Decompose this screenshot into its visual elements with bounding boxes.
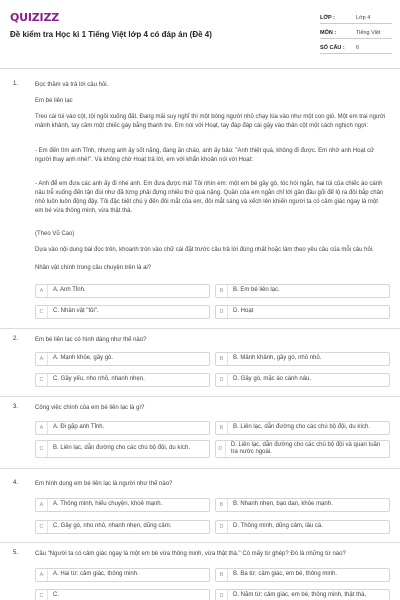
option-text: D. Năm từ: cảm giác, em bé, thông minh, thật thà,: [233, 592, 367, 599]
question-number: 2.: [13, 336, 19, 342]
answer-option-a[interactable]: [35, 498, 210, 512]
header-divider: [0, 68, 400, 69]
answer-option-c[interactable]: [35, 440, 210, 458]
option-text: A. Anh Tỉnh.: [53, 287, 86, 294]
question-divider: [0, 396, 400, 397]
option-letter: A: [36, 569, 48, 581]
option-text: B. Liên lạc, dẫn đường cho các chú bộ đội, du kích.: [53, 445, 191, 452]
option-text: C. Nhân vật "tôi".: [53, 308, 99, 315]
meta-row-subject: [320, 27, 392, 39]
answer-option-c[interactable]: [35, 520, 210, 534]
option-text: A. Đi gặp anh Tỉnh.: [53, 424, 105, 431]
option-letter: D: [216, 306, 228, 318]
passage-source: (Theo Vũ Cao): [35, 231, 75, 237]
question-number: 5.: [13, 550, 19, 556]
quizizz-logo: QUIZIZZ: [10, 11, 59, 24]
option-letter: A: [36, 353, 48, 365]
meta-row-count: [320, 42, 392, 54]
option-letter: D: [216, 441, 226, 457]
question-number: 1.: [13, 81, 19, 87]
meta-value: 6: [356, 44, 360, 51]
option-letter: B: [216, 422, 228, 434]
passage-title: Em bé liên lạc: [35, 98, 73, 104]
option-letter: A: [36, 422, 48, 434]
option-letter: D: [216, 374, 228, 386]
answer-option-d[interactable]: [215, 520, 390, 534]
passage-paragraph: - Anh để em đưa các anh ấy đi nhé anh. Em đưa được mà! Tôi nhìn em: một em bé gầy gò, tóc hói ngắn, hai túi của chiếc áo cánh nâu trễ xuống đến tận đùi như đã từng phải đựng nhiều thứ quá nặng. Quần của em ngắn chỉ tới gần đầu gối để lộ ra đôi bắp chân nhỏ luôn luôn động đậy. Tôi đặc biệt chú ý đến đôi mắt của em, đôi mắt sáng và xếch lên khiến người ta có cảm giác ngay là một em bé vừa thông minh, vừa thật thà.: [35, 181, 384, 214]
option-letter: C: [36, 306, 48, 318]
question-stem: Công việc chính của em bé liên lạc là gì?: [35, 405, 145, 411]
question-stem: Câu "Người ta có cảm giác ngay là một em bé vừa thông minh, vừa thật thà." Có mấy từ ghép? Đó là những từ nào?: [35, 551, 346, 557]
answer-option-d[interactable]: [215, 589, 390, 600]
question-stem: Em hình dung em bé liên lạc là người như thế nào?: [35, 481, 173, 487]
answer-option-c[interactable]: [35, 589, 210, 600]
answer-option-b[interactable]: [215, 352, 390, 366]
option-text: A. Thông minh, hiếu chuyện, khoẻ mạnh.: [53, 501, 163, 508]
answer-option-d[interactable]: [215, 440, 390, 458]
question-number: 4.: [13, 480, 19, 486]
passage-instruction: Dựa vào nội dung bài đọc trên, khoanh tròn vào chữ cái đặt trước câu trả lời đúng nhất hoặc làm theo yêu cầu của mỗi câu hỏi.: [35, 247, 374, 253]
option-text: A. Mạnh khỏe, gầy gò.: [53, 355, 114, 362]
option-letter: A: [36, 499, 48, 511]
question-instruction: Đọc thầm và trả lời câu hỏi.: [35, 82, 109, 88]
question-divider: [0, 542, 400, 543]
option-text: D. Hoạt: [233, 308, 254, 315]
question-divider: [0, 468, 400, 469]
answer-option-a[interactable]: [35, 352, 210, 366]
option-letter: C: [36, 521, 48, 533]
question-stem: Nhân vật chính trong câu chuyện trên là ai?: [35, 265, 152, 271]
option-text: D. Liên lạc, dẫn đường cho các chú bộ đội và quan tuần tra nước ngoài.: [230, 441, 381, 455]
document-header: [0, 0, 400, 66]
option-letter: D: [216, 521, 228, 533]
question-number: 3.: [13, 404, 19, 410]
option-letter: B: [216, 499, 228, 511]
option-letter: B: [216, 569, 228, 581]
answer-option-b[interactable]: [215, 498, 390, 512]
option-letter: B: [216, 353, 228, 365]
option-letter: C: [36, 374, 48, 386]
passage-paragraph: Treo cái túi vào cột, tôi ngồi xuống đất. Đang mải suy nghĩ thì một bóng người nhỏ chạy lúa vào như một con gió. Một em trai người mảnh khảnh, tay cầm một chiếc gáy bằng thanh tre. Em nói với Hoạt, tay đáp đáp cái gậy vào thân cột một cách nghịch ngợi:: [35, 114, 386, 129]
question-divider: [0, 328, 400, 329]
option-text: A. Hai từ: cảm giác, thông minh.: [53, 571, 139, 578]
passage-paragraph: - Em đến tìm anh Tỉnh, nhưng anh ấy sốt nặng, đang ăn cháo, anh ấy bảo: "Anh thiệt quá, không đi được. Em nhờ anh Hoạt cử người thay anh nhé!". Và không chờ Hoạt trả lời, em với khẩn khoản nói với Hoạt:: [35, 148, 375, 163]
option-text: C. Gầy gò, nho nhỏ, nhanh nhẹn, dũng cảm.: [53, 523, 172, 530]
option-text: B. Em bé liên lạc.: [233, 287, 280, 294]
answer-option-a[interactable]: [35, 284, 210, 298]
meta-label: MÔN :: [320, 29, 337, 36]
meta-value: Lớp 4: [356, 14, 371, 21]
meta-value: Tiếng Việt: [356, 29, 381, 36]
option-text: B. Ba từ: cảm giác, em bé, thông minh.: [233, 571, 338, 578]
option-text: D. Thông minh, dũng cảm, lâu cá.: [233, 523, 323, 530]
answer-option-d[interactable]: [215, 305, 390, 319]
option-text: B. Nhanh nhẹn, bạo dạn, khỏe mạnh.: [233, 501, 333, 508]
option-text: D. Gầy gò, mặc áo cánh nâu.: [233, 376, 312, 383]
option-letter: A: [36, 285, 48, 297]
answer-option-b[interactable]: [215, 421, 390, 435]
option-letter: C: [36, 590, 48, 600]
option-text: B. Liên lạc, dẫn đường cho các chú bộ đội, du kích.: [233, 424, 371, 431]
option-text: C. Gầy yếu, nho nhỏ, nhanh nhẹn.: [53, 376, 145, 383]
option-letter: B: [216, 285, 228, 297]
option-text: C.: [53, 592, 59, 599]
document-title: Đề kiểm tra Học kì 1 Tiếng Việt lớp 4 có đáp án (Đề 4): [10, 30, 212, 39]
meta-row-grade: [320, 12, 392, 24]
meta-label: SỐ CÂU :: [320, 44, 345, 51]
meta-box: [320, 12, 392, 57]
answer-option-b[interactable]: [215, 568, 390, 582]
answer-option-a[interactable]: [35, 568, 210, 582]
option-letter: C: [36, 441, 48, 457]
answer-option-c[interactable]: [35, 373, 210, 387]
option-text: B. Mảnh khảnh, gầy gò, nhỏ nhỏ.: [233, 355, 322, 362]
answer-option-a[interactable]: [35, 421, 210, 435]
answer-option-d[interactable]: [215, 373, 390, 387]
answer-option-b[interactable]: [215, 284, 390, 298]
answer-option-c[interactable]: [35, 305, 210, 319]
option-letter: D: [216, 590, 228, 600]
meta-label: LỚP :: [320, 14, 335, 21]
question-stem: Em bé liên lạc có hình dáng như thế nào?: [35, 337, 147, 343]
